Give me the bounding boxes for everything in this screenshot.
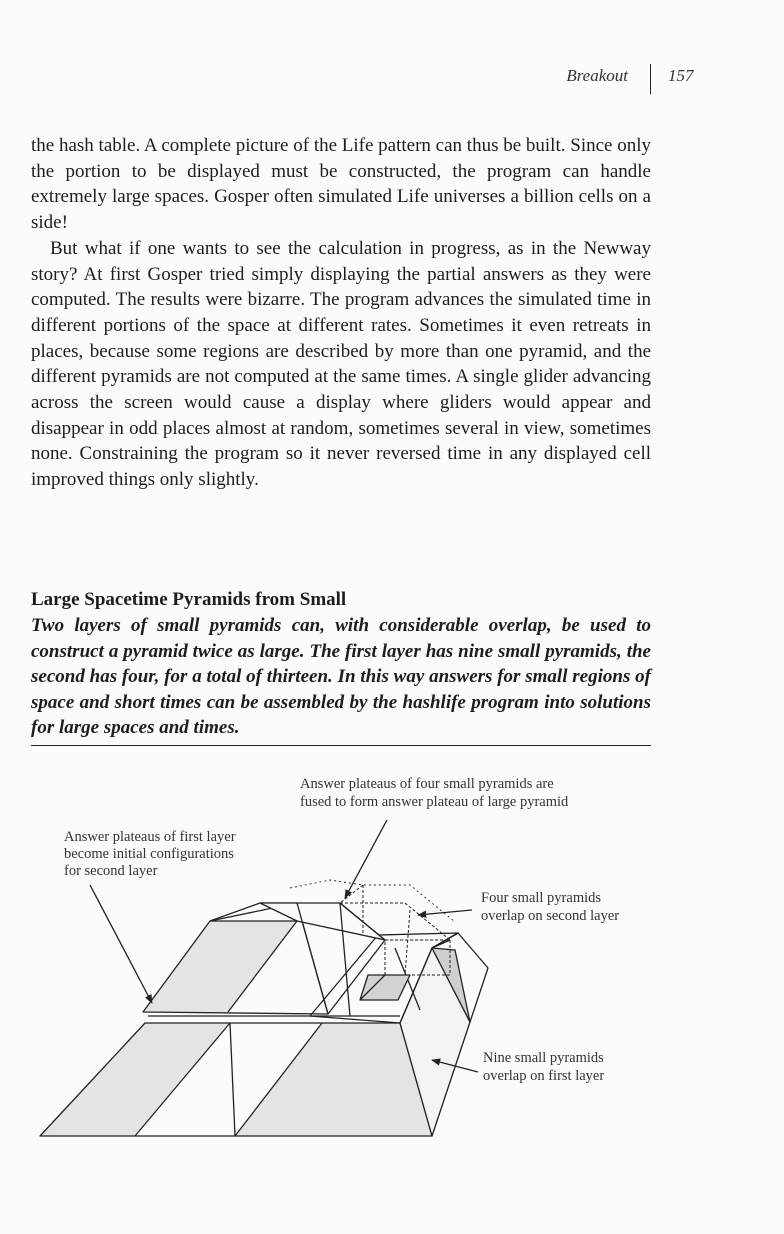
label-fused-plateau: fused to form answer plateau of large pyramid	[300, 794, 569, 810]
label-initial-configurations: for second layer	[64, 863, 158, 879]
label-first-layer: Nine small pyramids	[483, 1050, 604, 1066]
label-first-layer: overlap on first layer	[483, 1068, 605, 1084]
second-layer-box	[360, 975, 410, 1000]
first-layer-face	[235, 1023, 432, 1136]
first-layer-edge	[458, 933, 488, 968]
first-layer-edge	[230, 1023, 235, 1136]
leader-line	[90, 885, 152, 1003]
label-initial-configurations: become initial configurations	[64, 846, 234, 862]
first-layer-face	[40, 1023, 230, 1136]
second-layer-face	[143, 921, 297, 1012]
page-number: 157	[668, 66, 694, 85]
body-paragraph: But what if one wants to see the calculation in progress, as in the Newway story? At first Gosper tried simply displaying the partial answers as they were computed. The results were bizarre. The program advances the simulated time in different portions of the space at different rates. Sometimes it even retreats in places, because some regions are described by more than one pyramid, and the different pyramids are not computed at the same times. A single glider advancing across the screen would cause a display where gliders would appear and disappear in odd places almost at random, sometimes several in view, sometimes none. Constraining the program so it never reversed time in any displayed cell improved things only slightly.	[31, 237, 651, 491]
label-second-layer: overlap on second layer	[481, 908, 620, 924]
leader-line	[345, 820, 387, 898]
label-fused-plateau: Answer plateaus of four small pyramids are	[300, 776, 554, 792]
second-layer-edge	[405, 910, 410, 975]
running-head-section: Breakout	[566, 66, 628, 85]
first-layer-edge	[470, 968, 488, 1022]
figure-title: Large Spacetime Pyramids from Small	[31, 589, 347, 610]
body-paragraph: the hash table. A complete picture of the Life pattern can thus be built. Since only the portion to be displayed must be constructed, the program can handle extremely large spaces. Gosper often simulated Life universes a billion cells on a side!	[31, 135, 651, 234]
label-initial-configurations: Answer plateaus of first layer	[64, 829, 236, 845]
second-layer-edge	[432, 940, 450, 948]
figure-caption: Two layers of small pyramids can, with considerable overlap, be used to construct a pyramid twice as large. The first layer has nine small pyramids, the second has four, for a total of thirteen. In this way answers for small regions of space and short times can be assembled by the hashlife program into solutions for large spaces and times.	[31, 615, 651, 738]
label-second-layer: Four small pyramids	[481, 890, 602, 906]
second-layer-edge	[340, 885, 363, 903]
